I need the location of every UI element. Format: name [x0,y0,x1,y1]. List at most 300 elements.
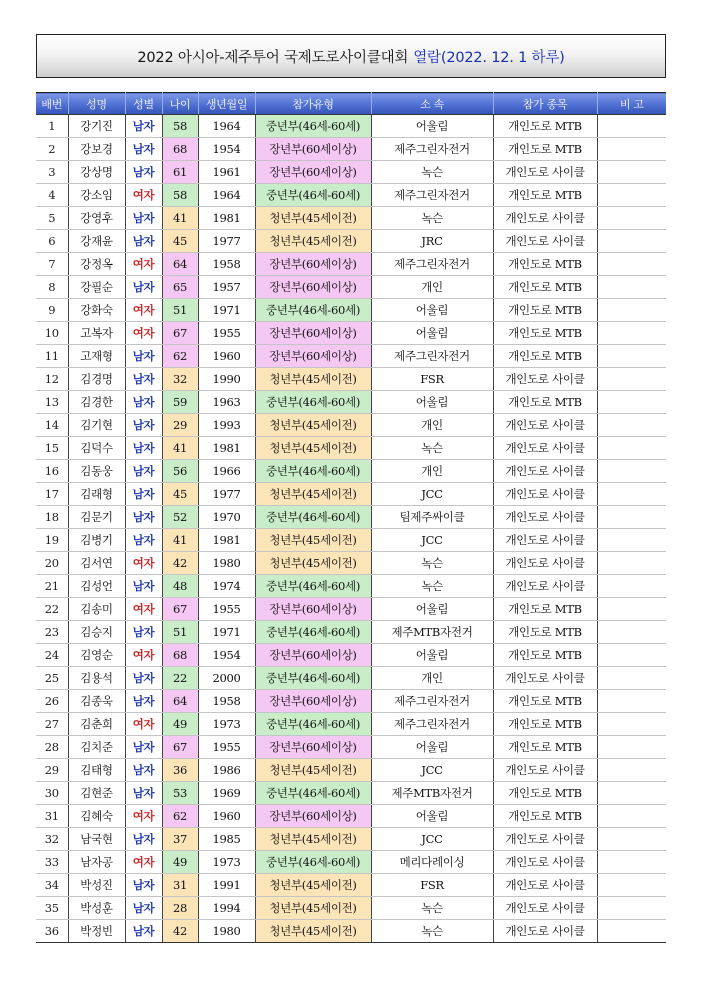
cell-note [597,299,666,322]
cell-name: 김성언 [68,575,125,598]
cell-note [597,667,666,690]
cell-age: 68 [162,138,198,161]
cell-gender: 여자 [125,805,162,828]
cell-note [597,621,666,644]
cell-note [597,529,666,552]
cell-club: 녹슨 [371,552,493,575]
cell-birth-year: 1977 [198,230,255,253]
cell-gender: 남자 [125,828,162,851]
cell-club: FSR [371,368,493,391]
cell-age: 62 [162,345,198,368]
table-row[interactable] [36,713,666,736]
cell-bib: 23 [36,621,68,644]
cell-birth-year: 1955 [198,736,255,759]
cell-birth-year: 1966 [198,460,255,483]
cell-age: 65 [162,276,198,299]
cell-gender: 남자 [125,667,162,690]
cell-birth-year: 1986 [198,759,255,782]
title-highlight: 열람(2022. 12. 1 하루) [413,49,565,66]
cell-birth-year: 1961 [198,161,255,184]
cell-age: 45 [162,483,198,506]
cell-event: 개인도로 사이클 [493,920,597,943]
table-row[interactable] [36,161,666,184]
cell-gender: 남자 [125,115,162,138]
cell-gender: 남자 [125,529,162,552]
cell-age: 62 [162,805,198,828]
cell-age: 42 [162,920,198,943]
cell-gender: 남자 [125,874,162,897]
cell-age: 61 [162,161,198,184]
cell-birth-year: 1964 [198,184,255,207]
cell-club: 팀제주싸이클 [371,506,493,529]
cell-name: 강상명 [68,161,125,184]
cell-gender: 남자 [125,920,162,943]
cell-event: 개인도로 사이클 [493,759,597,782]
cell-club: 어울림 [371,299,493,322]
cell-note [597,575,666,598]
cell-gender: 여자 [125,184,162,207]
cell-birth-year: 1958 [198,253,255,276]
cell-note [597,782,666,805]
table-row[interactable] [36,759,666,782]
cell-gender: 여자 [125,299,162,322]
cell-age: 41 [162,437,198,460]
cell-name: 남국현 [68,828,125,851]
cell-bib: 13 [36,391,68,414]
table-row[interactable] [36,138,666,161]
cell-note [597,736,666,759]
cell-category: 장년부(60세이상) [255,322,371,345]
cell-birth-year: 1970 [198,506,255,529]
cell-name: 고복자 [68,322,125,345]
cell-bib: 36 [36,920,68,943]
cell-age: 58 [162,115,198,138]
cell-category: 장년부(60세이상) [255,598,371,621]
cell-event: 개인도로 사이클 [493,460,597,483]
table-row[interactable] [36,437,666,460]
cell-bib: 16 [36,460,68,483]
cell-birth-year: 1994 [198,897,255,920]
cell-birth-year: 1955 [198,598,255,621]
cell-birth-year: 1960 [198,345,255,368]
cell-note [597,437,666,460]
cell-club: JCC [371,483,493,506]
cell-event: 개인도로 MTB [493,713,597,736]
cell-name: 김동웅 [68,460,125,483]
participant-table [36,92,666,943]
cell-note [597,483,666,506]
cell-bib: 28 [36,736,68,759]
cell-category: 청년부(45세이전) [255,874,371,897]
cell-event: 개인도로 사이클 [493,414,597,437]
cell-name: 김경한 [68,391,125,414]
table-row[interactable] [36,920,666,943]
cell-age: 28 [162,897,198,920]
cell-gender: 남자 [125,437,162,460]
table-row[interactable] [36,184,666,207]
cell-category: 청년부(45세이전) [255,920,371,943]
cell-club: 어울림 [371,644,493,667]
cell-event: 개인도로 사이클 [493,483,597,506]
cell-birth-year: 1985 [198,828,255,851]
cell-note [597,460,666,483]
cell-birth-year: 1981 [198,207,255,230]
cell-category: 장년부(60세이상) [255,345,371,368]
table-row[interactable] [36,736,666,759]
cell-note [597,506,666,529]
cell-age: 67 [162,736,198,759]
cell-club: 제주MTB자전거 [371,782,493,805]
cell-category: 중년부(46세-60세) [255,621,371,644]
cell-note [597,253,666,276]
table-row[interactable] [36,414,666,437]
cell-age: 45 [162,230,198,253]
cell-age: 36 [162,759,198,782]
header-category[interactable]: 참가유형 [255,93,371,115]
cell-birth-year: 1955 [198,322,255,345]
cell-category: 청년부(45세이전) [255,368,371,391]
cell-club: 제주그린자전거 [371,184,493,207]
cell-note [597,759,666,782]
cell-bib: 8 [36,276,68,299]
cell-event: 개인도로 MTB [493,782,597,805]
cell-bib: 6 [36,230,68,253]
cell-category: 중년부(46세-60세) [255,184,371,207]
table-row[interactable] [36,345,666,368]
header-club[interactable]: 소 속 [371,93,493,115]
table-row[interactable] [36,253,666,276]
cell-category: 중년부(46세-60세) [255,506,371,529]
cell-birth-year: 1969 [198,782,255,805]
cell-gender: 남자 [125,345,162,368]
cell-category: 중년부(46세-60세) [255,713,371,736]
cell-age: 32 [162,368,198,391]
cell-name: 김병기 [68,529,125,552]
cell-note [597,184,666,207]
cell-name: 강화숙 [68,299,125,322]
cell-age: 48 [162,575,198,598]
cell-bib: 2 [36,138,68,161]
cell-gender: 남자 [125,138,162,161]
cell-note [597,713,666,736]
header-birth-year[interactable]: 생년월일 [198,93,255,115]
cell-name: 김치준 [68,736,125,759]
table-row[interactable] [36,230,666,253]
cell-club: 녹슨 [371,437,493,460]
cell-club: 메리다레이싱 [371,851,493,874]
cell-birth-year: 2000 [198,667,255,690]
table-row[interactable] [36,368,666,391]
table-row[interactable] [36,529,666,552]
cell-gender: 남자 [125,207,162,230]
cell-age: 64 [162,690,198,713]
cell-gender: 남자 [125,276,162,299]
cell-note [597,920,666,943]
cell-note [597,851,666,874]
cell-club: 제주그린자전거 [371,690,493,713]
cell-event: 개인도로 사이클 [493,897,597,920]
cell-category: 청년부(45세이전) [255,414,371,437]
cell-note [597,161,666,184]
cell-club: 제주그린자전거 [371,345,493,368]
cell-name: 강필순 [68,276,125,299]
cell-age: 49 [162,713,198,736]
cell-gender: 여자 [125,322,162,345]
cell-age: 42 [162,552,198,575]
cell-category: 청년부(45세이전) [255,230,371,253]
cell-bib: 29 [36,759,68,782]
table-row[interactable] [36,805,666,828]
cell-club: 녹슨 [371,161,493,184]
cell-club: 개인 [371,414,493,437]
cell-birth-year: 1990 [198,368,255,391]
header-gender[interactable]: 성별 [125,93,162,115]
cell-category: 장년부(60세이상) [255,736,371,759]
cell-club: 어울림 [371,115,493,138]
cell-name: 김덕수 [68,437,125,460]
cell-age: 51 [162,299,198,322]
cell-category: 중년부(46세-60세) [255,115,371,138]
cell-gender: 남자 [125,506,162,529]
cell-club: 어울림 [371,736,493,759]
cell-birth-year: 1971 [198,621,255,644]
cell-age: 41 [162,529,198,552]
table-row[interactable] [36,897,666,920]
cell-category: 청년부(45세이전) [255,897,371,920]
cell-event: 개인도로 MTB [493,138,597,161]
cell-name: 김영순 [68,644,125,667]
cell-category: 중년부(46세-60세) [255,299,371,322]
cell-bib: 12 [36,368,68,391]
cell-event: 개인도로 MTB [493,805,597,828]
cell-gender: 여자 [125,598,162,621]
table-row[interactable] [36,207,666,230]
cell-birth-year: 1958 [198,690,255,713]
cell-category: 장년부(60세이상) [255,276,371,299]
cell-event: 개인도로 MTB [493,299,597,322]
cell-bib: 21 [36,575,68,598]
cell-birth-year: 1991 [198,874,255,897]
cell-bib: 3 [36,161,68,184]
cell-club: JCC [371,828,493,851]
cell-note [597,897,666,920]
cell-bib: 15 [36,437,68,460]
cell-birth-year: 1981 [198,437,255,460]
table-row[interactable] [36,644,666,667]
table-row[interactable] [36,690,666,713]
cell-event: 개인도로 사이클 [493,874,597,897]
cell-bib: 4 [36,184,68,207]
cell-category: 청년부(45세이전) [255,437,371,460]
cell-note [597,805,666,828]
table-row[interactable] [36,575,666,598]
cell-birth-year: 1957 [198,276,255,299]
table-row[interactable] [36,782,666,805]
cell-age: 58 [162,184,198,207]
cell-category: 중년부(46세-60세) [255,575,371,598]
cell-name: 남자공 [68,851,125,874]
cell-gender: 여자 [125,644,162,667]
header-age[interactable]: 나이 [162,93,198,115]
cell-age: 52 [162,506,198,529]
cell-birth-year: 1977 [198,483,255,506]
cell-bib: 27 [36,713,68,736]
cell-event: 개인도로 MTB [493,184,597,207]
cell-age: 37 [162,828,198,851]
cell-birth-year: 1993 [198,414,255,437]
cell-note [597,552,666,575]
cell-bib: 17 [36,483,68,506]
table-row[interactable] [36,506,666,529]
header-event[interactable]: 참가 종목 [493,93,597,115]
cell-club: 녹슨 [371,897,493,920]
cell-birth-year: 1960 [198,805,255,828]
cell-club: 어울림 [371,805,493,828]
cell-club: 제주그린자전거 [371,713,493,736]
cell-name: 박성훈 [68,897,125,920]
cell-note [597,138,666,161]
table-row[interactable] [36,276,666,299]
cell-bib: 24 [36,644,68,667]
cell-club: 어울림 [371,391,493,414]
cell-name: 김래형 [68,483,125,506]
table-row[interactable] [36,483,666,506]
cell-event: 개인도로 MTB [493,253,597,276]
cell-bib: 35 [36,897,68,920]
header-note[interactable]: 비 고 [597,93,666,115]
header-bib[interactable]: 배번 [36,93,68,115]
cell-gender: 남자 [125,897,162,920]
cell-note [597,322,666,345]
cell-category: 장년부(60세이상) [255,805,371,828]
table-row[interactable] [36,552,666,575]
cell-club: 어울림 [371,322,493,345]
cell-name: 김태형 [68,759,125,782]
cell-birth-year: 1954 [198,138,255,161]
cell-bib: 11 [36,345,68,368]
table-row[interactable] [36,621,666,644]
cell-event: 개인도로 MTB [493,345,597,368]
cell-club: 제주MTB자전거 [371,621,493,644]
cell-name: 김서연 [68,552,125,575]
table-row[interactable] [36,299,666,322]
cell-club: 녹슨 [371,920,493,943]
cell-bib: 26 [36,690,68,713]
table-row[interactable] [36,322,666,345]
cell-note [597,207,666,230]
cell-bib: 14 [36,414,68,437]
cell-club: 개인 [371,667,493,690]
cell-name: 강기진 [68,115,125,138]
cell-gender: 남자 [125,759,162,782]
cell-bib: 5 [36,207,68,230]
cell-note [597,690,666,713]
cell-club: 제주그린자전거 [371,138,493,161]
cell-name: 김혜숙 [68,805,125,828]
cell-name: 김송미 [68,598,125,621]
cell-birth-year: 1980 [198,920,255,943]
cell-birth-year: 1980 [198,552,255,575]
table-row[interactable] [36,598,666,621]
table-row[interactable] [36,667,666,690]
cell-note [597,115,666,138]
cell-bib: 10 [36,322,68,345]
cell-gender: 남자 [125,736,162,759]
cell-event: 개인도로 MTB [493,736,597,759]
cell-category: 청년부(45세이전) [255,828,371,851]
cell-age: 49 [162,851,198,874]
cell-age: 53 [162,782,198,805]
cell-note [597,276,666,299]
cell-category: 장년부(60세이상) [255,253,371,276]
page-title [36,34,666,78]
cell-birth-year: 1973 [198,713,255,736]
cell-club: FSR [371,874,493,897]
cell-event: 개인도로 사이클 [493,161,597,184]
cell-name: 김승지 [68,621,125,644]
cell-note [597,598,666,621]
cell-bib: 18 [36,506,68,529]
cell-event: 개인도로 사이클 [493,851,597,874]
cell-club: 녹슨 [371,575,493,598]
cell-gender: 남자 [125,483,162,506]
cell-gender: 여자 [125,851,162,874]
table-row[interactable] [36,828,666,851]
cell-category: 청년부(45세이전) [255,552,371,575]
cell-note [597,345,666,368]
cell-category: 중년부(46세-60세) [255,782,371,805]
table-row[interactable] [36,851,666,874]
cell-age: 41 [162,207,198,230]
cell-bib: 31 [36,805,68,828]
cell-event: 개인도로 MTB [493,322,597,345]
cell-birth-year: 1954 [198,644,255,667]
cell-name: 박성진 [68,874,125,897]
table-row[interactable] [36,874,666,897]
cell-category: 장년부(60세이상) [255,690,371,713]
cell-name: 박정빈 [68,920,125,943]
cell-category: 청년부(45세이전) [255,529,371,552]
cell-age: 22 [162,667,198,690]
cell-category: 청년부(45세이전) [255,759,371,782]
cell-gender: 여자 [125,253,162,276]
cell-event: 개인도로 사이클 [493,552,597,575]
cell-category: 중년부(46세-60세) [255,460,371,483]
header-name[interactable]: 성명 [68,93,125,115]
cell-name: 김용석 [68,667,125,690]
cell-event: 개인도로 MTB [493,115,597,138]
table-row[interactable] [36,460,666,483]
cell-name: 강정옥 [68,253,125,276]
cell-gender: 남자 [125,414,162,437]
cell-name: 강보경 [68,138,125,161]
cell-name: 김기현 [68,414,125,437]
cell-note [597,874,666,897]
cell-club: 어울림 [371,598,493,621]
cell-age: 67 [162,598,198,621]
cell-club: JCC [371,759,493,782]
cell-gender: 남자 [125,161,162,184]
cell-gender: 여자 [125,552,162,575]
table-row[interactable] [36,391,666,414]
cell-age: 68 [162,644,198,667]
table-header-row [36,93,666,115]
cell-event: 개인도로 MTB [493,391,597,414]
cell-event: 개인도로 사이클 [493,506,597,529]
table-row[interactable] [36,115,666,138]
cell-birth-year: 1981 [198,529,255,552]
cell-category: 장년부(60세이상) [255,161,371,184]
